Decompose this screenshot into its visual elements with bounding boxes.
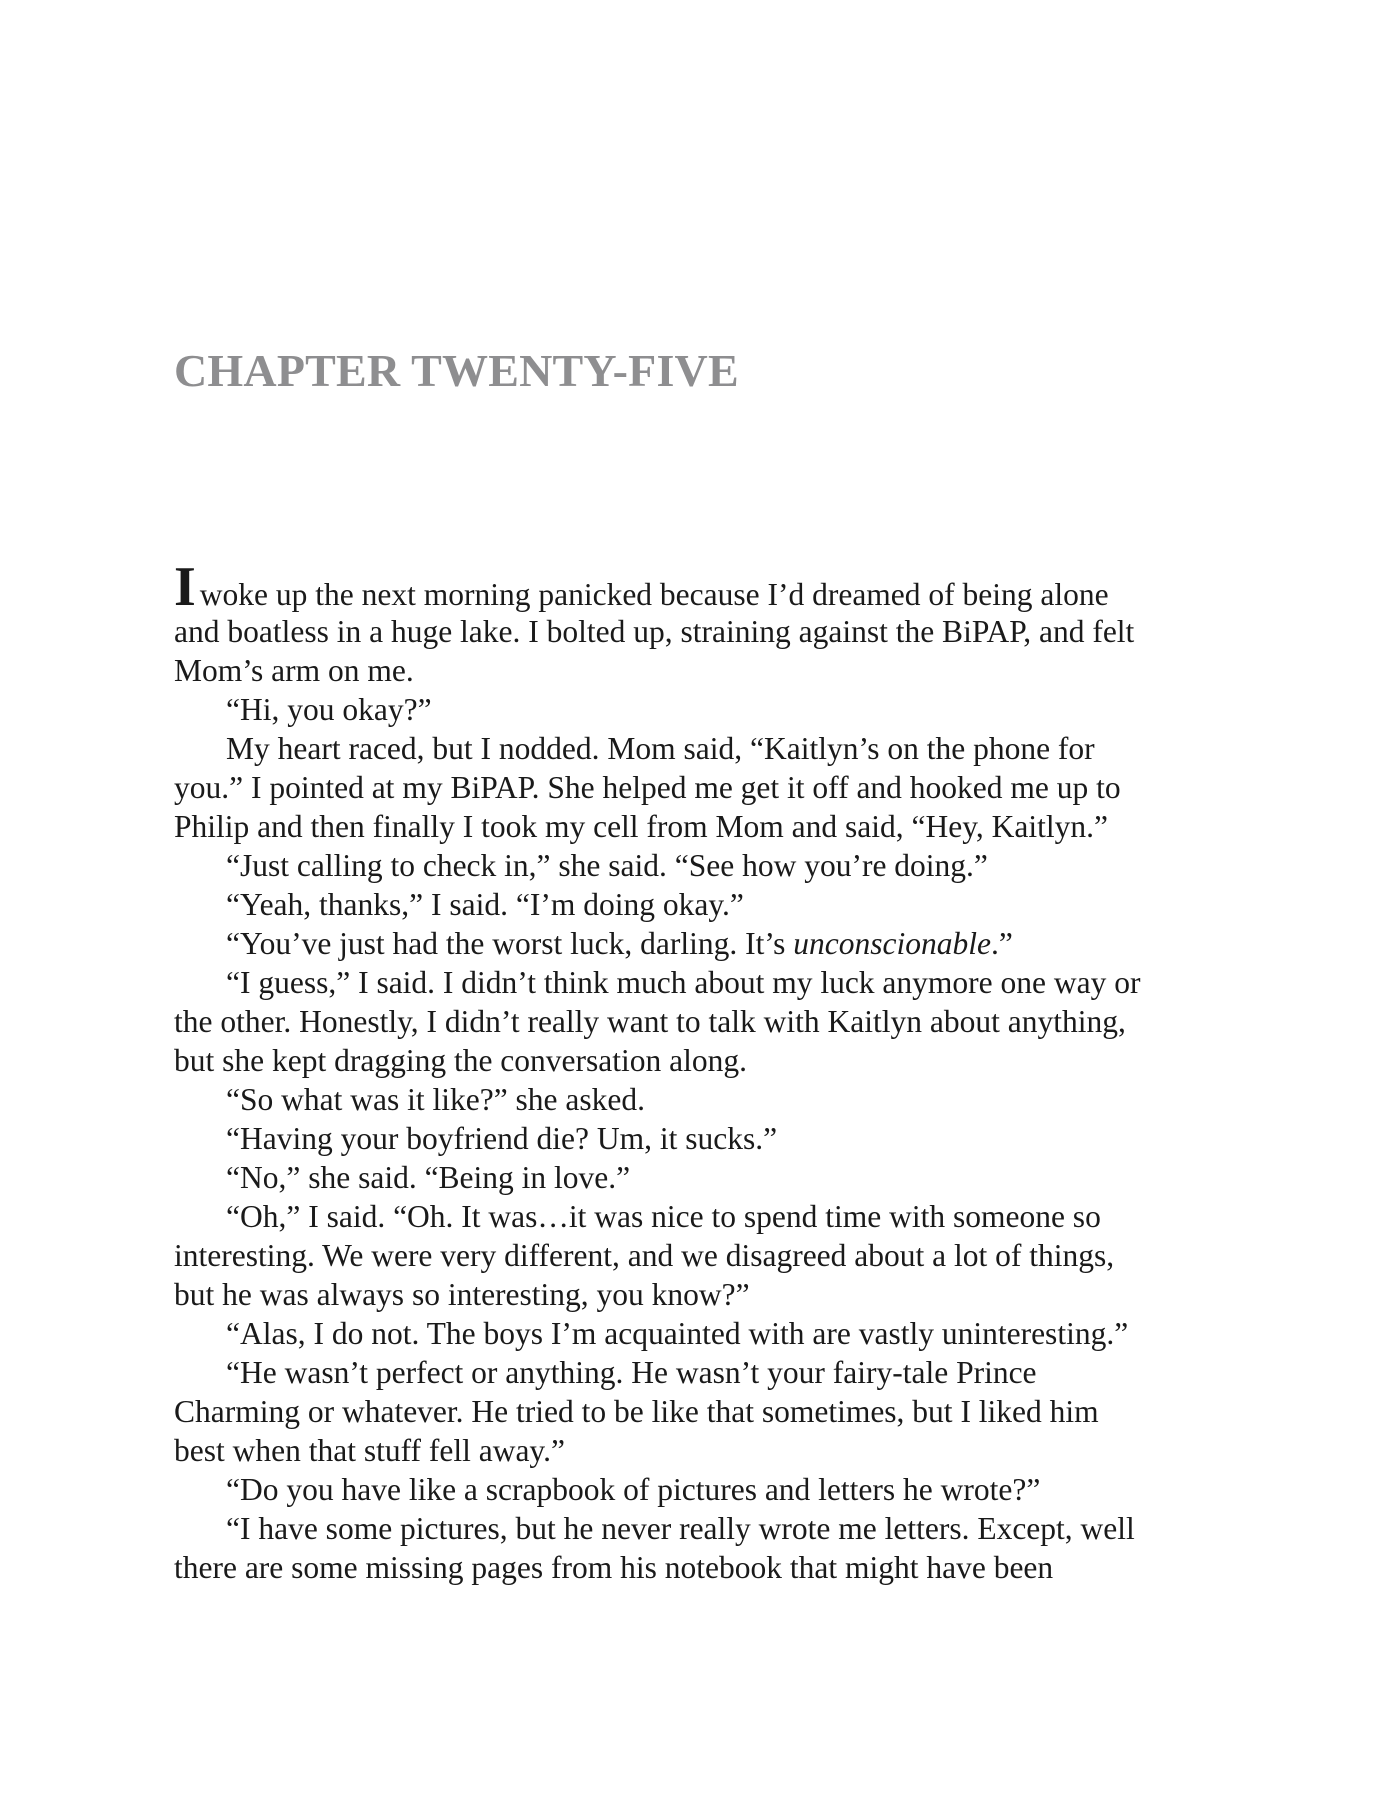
- text-line: [174, 924, 1224, 963]
- text-line: but she kept dragging the conversation along.: [174, 1043, 747, 1078]
- italic-word: unconscionable: [793, 926, 991, 961]
- text-line: “Oh,” I said. “Oh. It was…it was nice to spend time with someone so: [226, 1199, 1101, 1234]
- text-line: “Hi, you okay?”: [226, 692, 432, 727]
- text-line: [174, 556, 1224, 618]
- text-line: but he was always so interesting, you know?”: [174, 1277, 750, 1312]
- line-text-post: .”: [990, 926, 1013, 961]
- text-line: Mom’s arm on me.: [174, 653, 414, 688]
- text-line: Charming or whatever. He tried to be like that sometimes, but I liked him: [174, 1394, 1099, 1429]
- text-line: “So what was it like?” she asked.: [226, 1082, 646, 1117]
- line-text: woke up the next morning panicked because I’d dreamed of being alone: [199, 577, 1109, 612]
- text-line: “No,” she said. “Being in love.”: [226, 1160, 631, 1195]
- text-line: “Just calling to check in,” she said. “See how you’re doing.”: [226, 848, 988, 883]
- text-line: “Alas, I do not. The boys I’m acquainted with are vastly uninteresting.”: [226, 1316, 1129, 1351]
- text-line: there are some missing pages from his notebook that might have been: [174, 1550, 1054, 1585]
- text-line: “Do you have like a scrapbook of pictures and letters he wrote?”: [226, 1472, 1041, 1507]
- text-line: and boatless in a huge lake. I bolted up, straining against the BiPAP, and felt: [174, 614, 1135, 649]
- text-line: “I have some pictures, but he never really wrote me letters. Except, well: [226, 1511, 1135, 1546]
- drop-cap: I: [174, 556, 196, 618]
- text-line: “He wasn’t perfect or anything. He wasn’t your fairy-tale Prince: [226, 1355, 1037, 1390]
- text-line: Philip and then finally I took my cell from Mom and said, “Hey, Kaitlyn.”: [174, 809, 1109, 844]
- text-line: “I guess,” I said. I didn’t think much about my luck anymore one way or: [226, 965, 1141, 1000]
- text-line: best when that stuff fell away.”: [174, 1433, 565, 1468]
- chapter-body: [174, 556, 1224, 1587]
- text-line: you.” I pointed at my BiPAP. She helped me get it off and hooked me up to: [174, 770, 1121, 805]
- text-line: the other. Honestly, I didn’t really want to talk with Kaitlyn about anything,: [174, 1004, 1126, 1039]
- text-line: My heart raced, but I nodded. Mom said, “Kaitlyn’s on the phone for: [226, 731, 1095, 766]
- chapter-title: CHAPTER TWENTY-FIVE: [174, 345, 739, 396]
- line-text-pre: “You’ve just had the worst luck, darling. It’s: [226, 926, 794, 961]
- text-line: interesting. We were very different, and we disagreed about a lot of things,: [174, 1238, 1115, 1273]
- text-line: “Yeah, thanks,” I said. “I’m doing okay.”: [226, 887, 744, 922]
- text-line: “Having your boyfriend die? Um, it sucks.”: [226, 1121, 778, 1156]
